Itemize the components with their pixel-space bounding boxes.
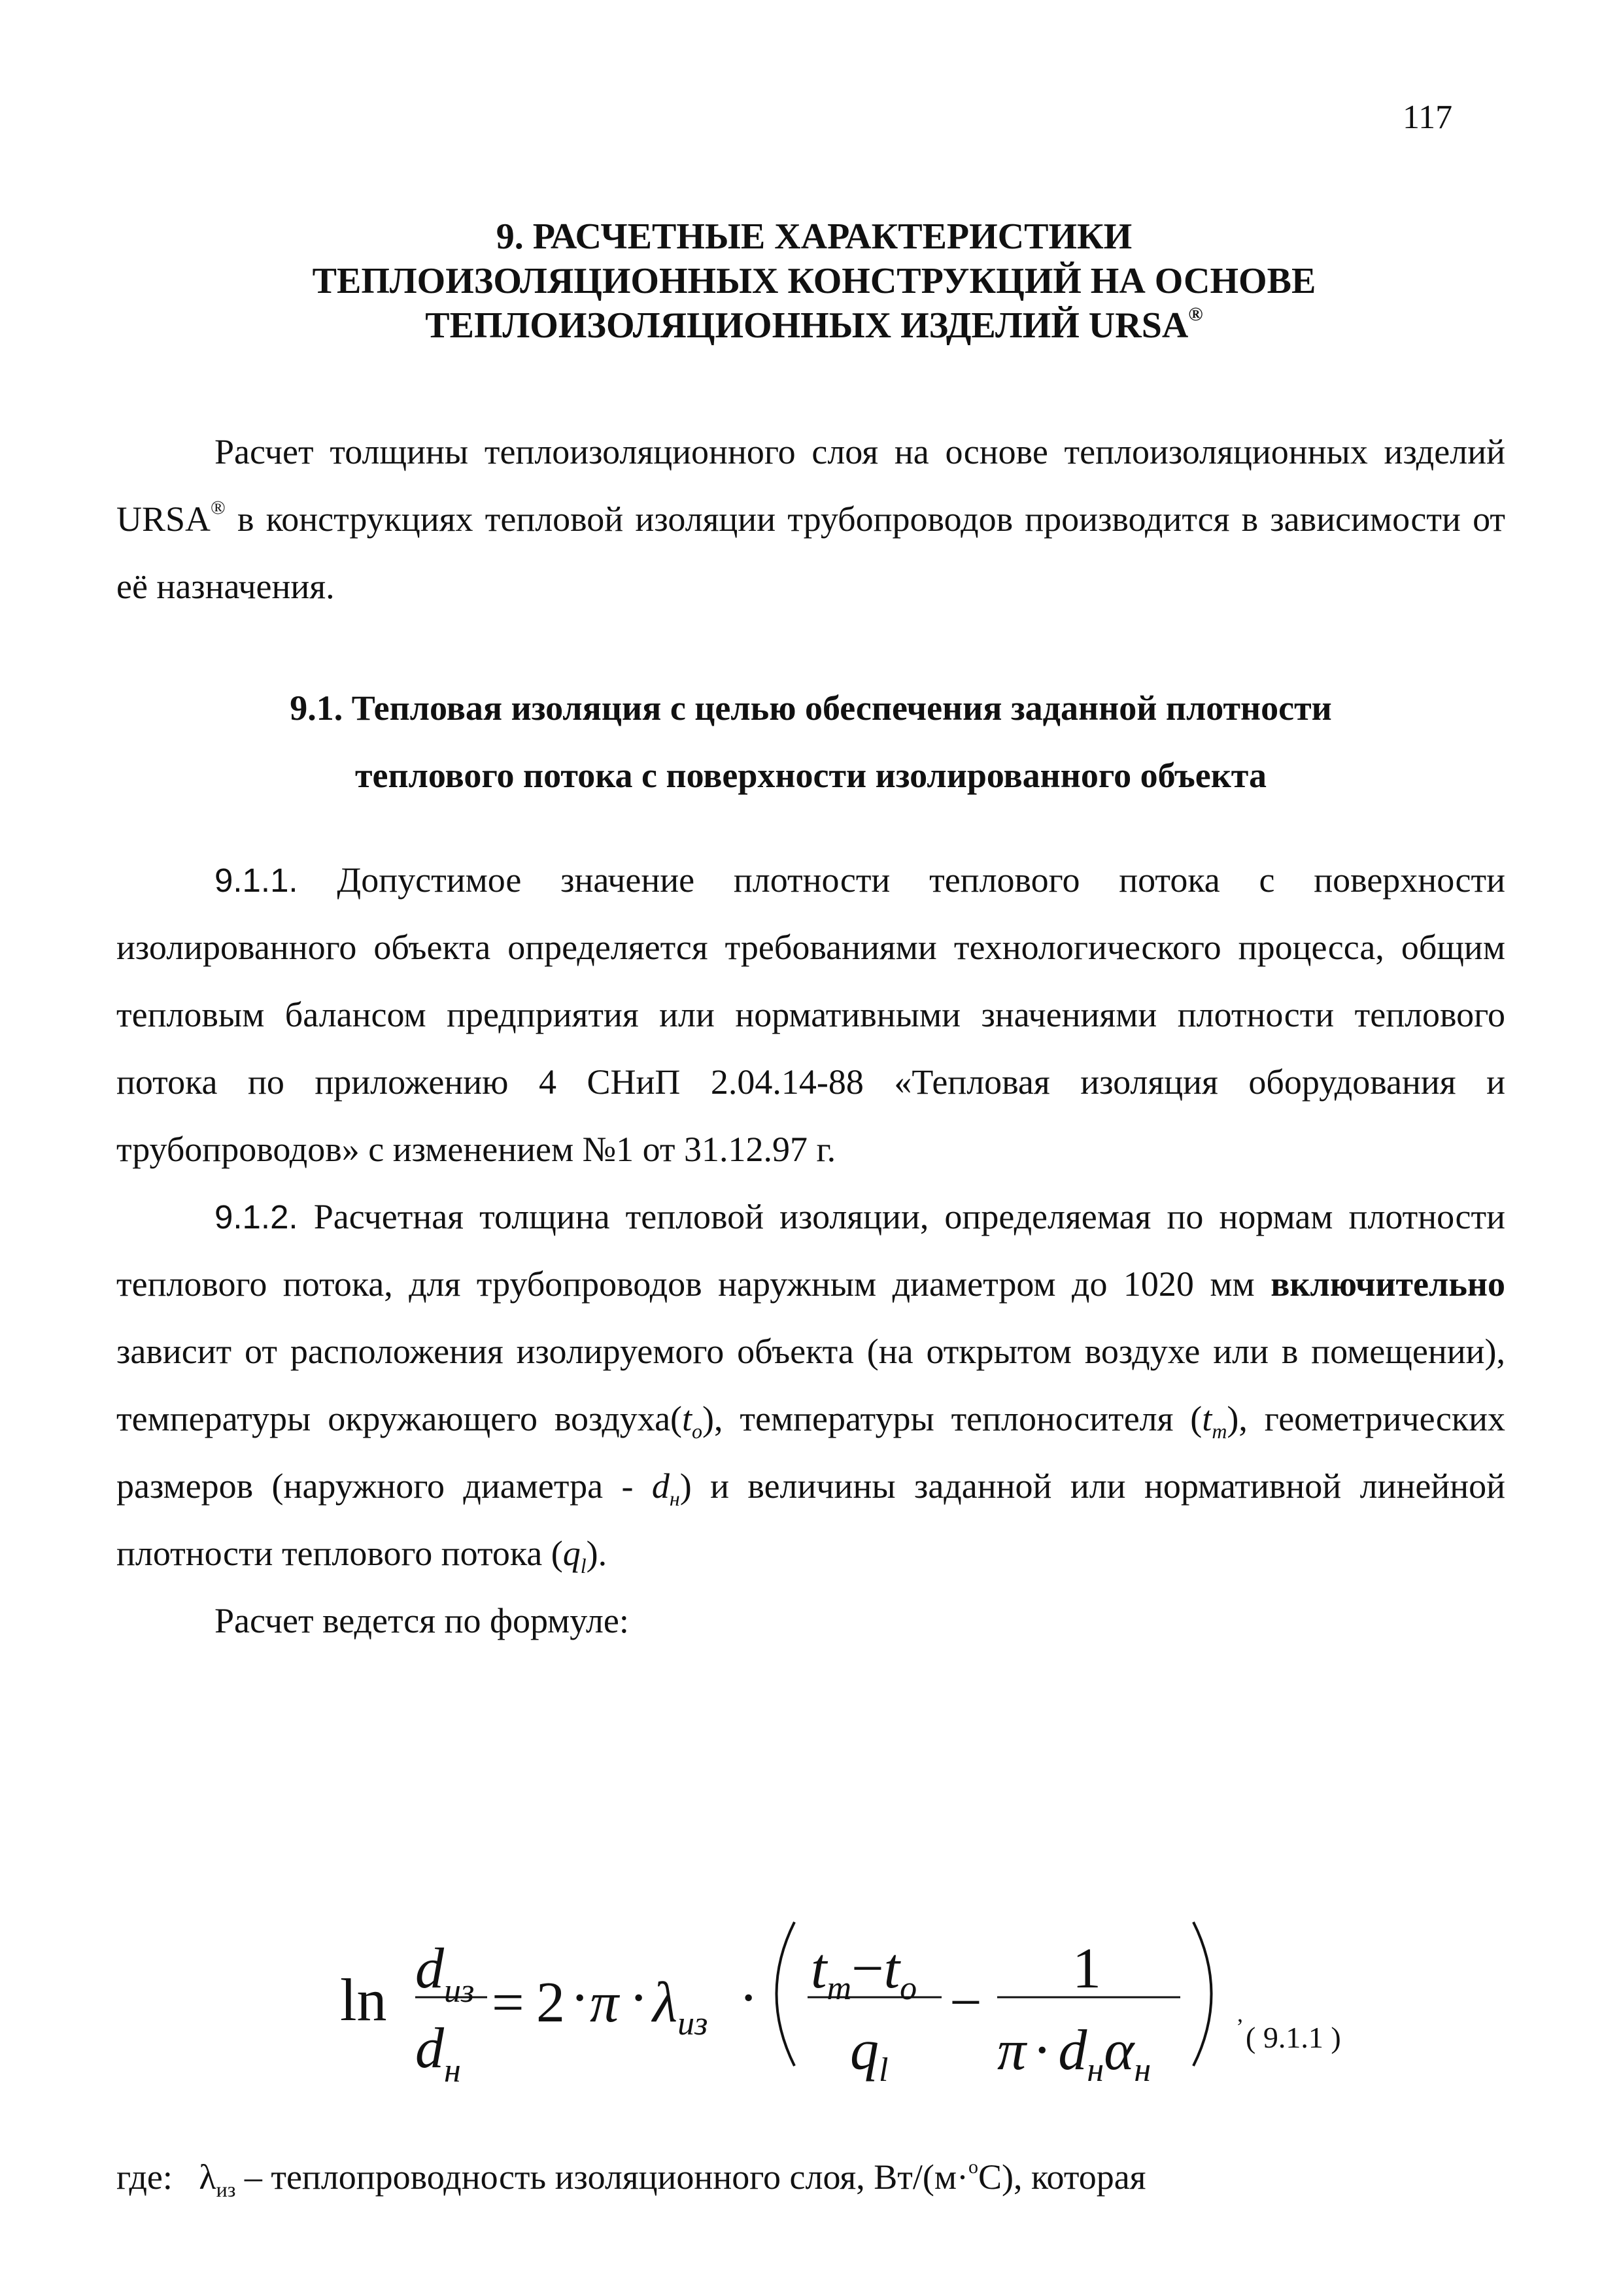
section-body bbox=[116, 847, 1505, 1655]
paragraph-text: зависит от расположения изолируемого объекта (на открытом воздухе или в помещении), температуры окружающего воздуха( bbox=[116, 1332, 1505, 1438]
formula-open-paren bbox=[777, 1922, 795, 2066]
where-text-2: С), которая bbox=[978, 2157, 1146, 2197]
formula-d-n: $d_н$ bbox=[415, 2017, 461, 2089]
formula-q-l: $q_l$ bbox=[850, 2019, 889, 2089]
where-line bbox=[116, 2151, 1146, 2203]
emphasis-inclusive: включительно bbox=[1271, 1264, 1505, 1304]
section-heading-9-1 bbox=[116, 675, 1505, 809]
where-text-1: – теплопроводность изоляционного слоя, Вт/(м· bbox=[235, 2157, 969, 2197]
formula-lambda-iz: $\lambda_{из}$ bbox=[653, 1971, 708, 2042]
symbol-t-m: $t_m$ bbox=[1202, 1399, 1227, 1443]
paragraph-text: ). bbox=[586, 1534, 607, 1573]
formula-pi: π bbox=[590, 1971, 619, 2034]
section-heading-line-2: теплового потока с поверхности изолированного объекта bbox=[354, 756, 1267, 795]
paragraph-9-1-2 bbox=[116, 1183, 1505, 1587]
chapter-title bbox=[248, 214, 1380, 348]
paragraph-text: ), геометрических размеров (наружного диаметра - bbox=[116, 1399, 1505, 1506]
where-lambda-sub: из bbox=[216, 2178, 236, 2201]
formula-ln: ln bbox=[340, 1967, 387, 2033]
section-heading-line-1: 9.1. Тепловая изоляция с целью обеспечения заданной плотности bbox=[290, 688, 1332, 728]
calc-intro: Расчет ведется по формуле: bbox=[214, 1601, 629, 1640]
paragraph-text: ) и величины заданной или нормативной линейной плотности теплового потока ( bbox=[116, 1466, 1506, 1573]
registered-mark: ® bbox=[1188, 303, 1203, 325]
paragraph-number: 9.1.1. bbox=[214, 862, 298, 899]
formula-9-1-1 bbox=[327, 1883, 1255, 2099]
formula-t-m-minus-t-o: $t_m-t_o$ bbox=[811, 1937, 917, 2007]
symbol-t-o: $t_o$ bbox=[682, 1399, 703, 1443]
paragraph-text: ), температуры теплоносителя ( bbox=[702, 1399, 1203, 1438]
chapter-title-line-3-text: ТЕПЛОИЗОЛЯЦИОННЫХ ИЗДЕЛИЙ URSA bbox=[425, 305, 1189, 346]
chapter-title-line-1: 9. РАСЧЕТНЫЕ ХАРАКТЕРИСТИКИ bbox=[496, 216, 1133, 257]
where-degree: o bbox=[968, 2156, 979, 2178]
formula-number: ( 9.1.1 ) bbox=[1246, 2021, 1341, 2054]
where-lambda: λ bbox=[199, 2157, 216, 2197]
formula-minus: − bbox=[949, 1971, 982, 2034]
formula-two: 2 bbox=[536, 1971, 565, 2034]
page-number: 117 bbox=[1403, 99, 1453, 136]
paragraph-9-1-1 bbox=[116, 847, 1505, 1183]
formula-d-iz: $d_{из}$ bbox=[415, 1937, 475, 2010]
where-label: где: bbox=[116, 2157, 173, 2197]
intro-text-1: Расчет толщины теплоизоляционного слоя на основе теплоизоляционных изделий URSA bbox=[116, 432, 1505, 539]
formula-dot: · bbox=[739, 1967, 759, 2030]
formula-comma: , bbox=[1237, 2001, 1243, 2027]
registered-mark: ® bbox=[211, 497, 226, 518]
paragraph-number: 9.1.2. bbox=[214, 1198, 298, 1236]
formula-one: 1 bbox=[1072, 1937, 1101, 2001]
paragraph-text: Допустимое значение плотности теплового потока с поверхности изолированного объекта определяется требованиями технологического процесса, общим тепловым балансом предприятия или нормативными значениями плотности теплового потока по приложению 4 СНиП 2.04.14-88 «Тепловая изоляция оборудования и трубопроводов» с изменением №1 от 31.12.97 г. bbox=[116, 860, 1505, 1169]
formula-dot: · bbox=[629, 1967, 649, 2030]
formula-dot: · bbox=[570, 1967, 590, 2030]
intro-paragraph bbox=[116, 418, 1505, 620]
symbol-q-l: $q_l$ bbox=[562, 1534, 587, 1578]
chapter-title-line-3 bbox=[248, 303, 1380, 348]
paragraph-text: Расчетная толщина тепловой изоляции, определяемая по нормам плотности теплового потока, для трубопроводов наружным диаметром до 1020 мм bbox=[116, 1197, 1505, 1304]
formula-close-paren bbox=[1193, 1922, 1212, 2066]
symbol-d-n: $d_н$ bbox=[651, 1466, 680, 1510]
formula-equals: = bbox=[492, 1971, 524, 2034]
chapter-title-line-2: ТЕПЛОИЗОЛЯЦИОННЫХ КОНСТРУКЦИЙ НА ОСНОВЕ bbox=[312, 261, 1316, 301]
formula-pi-d-alpha: $\pi \cdot d_н\alpha_н$ bbox=[997, 2019, 1152, 2089]
intro-text-2: в конструкциях тепловой изоляции трубопроводов производится в зависимости от её назначения. bbox=[116, 499, 1505, 606]
